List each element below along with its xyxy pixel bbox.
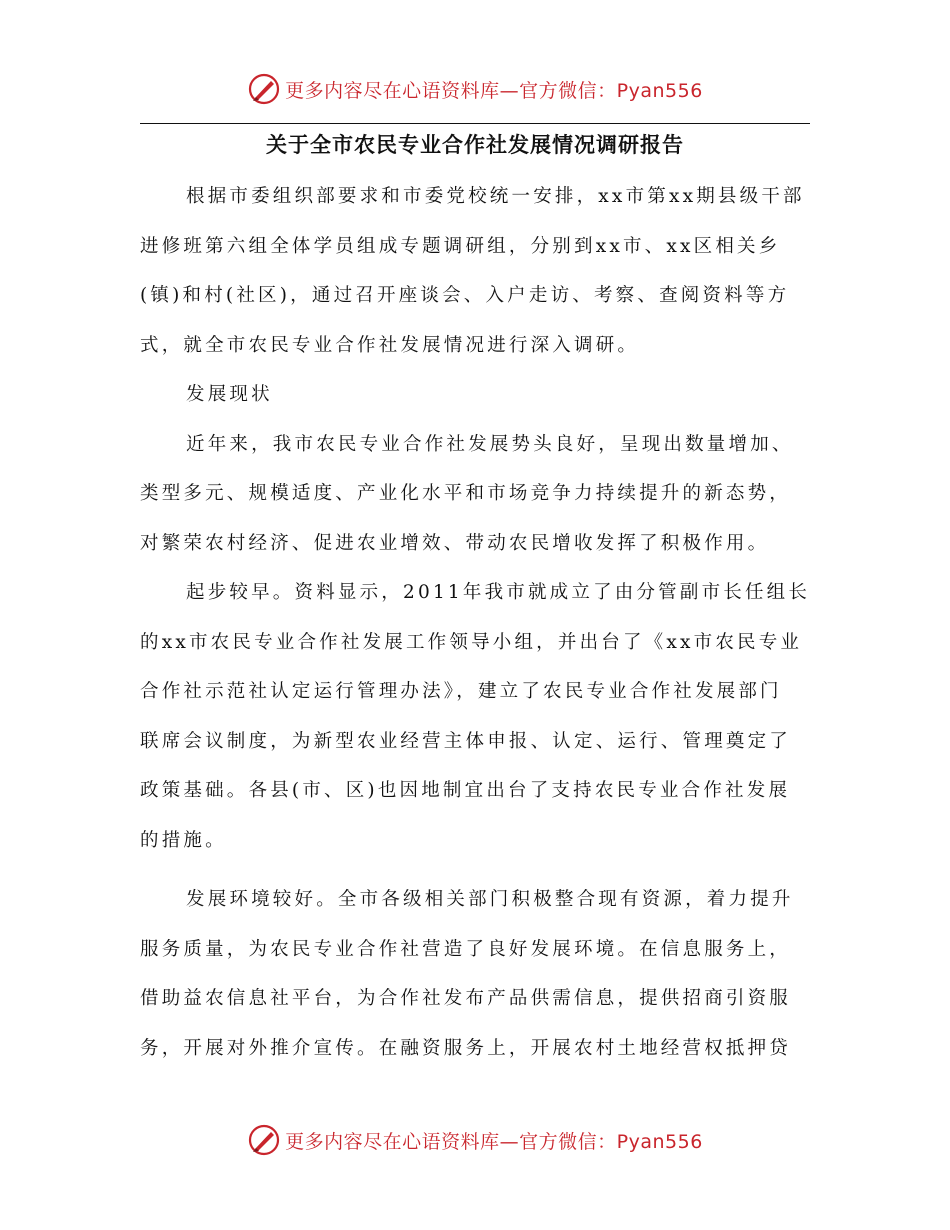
text-line: 的措施。 <box>140 829 227 851</box>
text-line: 式，就全市农民专业合作社发展情况进行深入调研。 <box>140 334 640 356</box>
header-banner <box>0 67 950 111</box>
header-divider <box>140 123 810 124</box>
text-line: 借助益农信息社平台，为合作社发布产品供需信息，提供招商引资服 <box>140 988 792 1009</box>
document-title: 关于全市农民专业合作社发展情况调研报告 <box>266 132 684 157</box>
quill-pen-logo-icon <box>247 72 281 106</box>
text-line: 联席会议制度，为新型农业经营主体申报、认定、运行、管理奠定了 <box>140 730 792 752</box>
section-heading: 发展现状 <box>186 384 273 405</box>
text-line: 合作社示范社认定运行管理办法》，建立了农民专业合作社发展部门 <box>140 681 782 702</box>
text-line: 类型多元、规模适度、产业化水平和市场竞争力持续提升的新态势， <box>140 483 792 504</box>
banner-text: 更多内容尽在心语资料库—官方微信：Pyan556 <box>285 1130 703 1153</box>
text-line: 服务质量，为农民专业合作社营造了良好发展环境。在信息服务上， <box>140 938 792 960</box>
quill-pen-logo-icon <box>247 1123 281 1157</box>
banner-text: 更多内容尽在心语资料库—官方微信：Pyan556 <box>285 79 703 102</box>
text-line: 政策基础。各县(市、区)也因地制宜出台了支持农民专业合作社发展 <box>140 780 791 801</box>
document-body <box>140 172 810 1073</box>
text-line: 起步较早。资料显示，2011年我市就成立了由分管副市长任组长 <box>186 582 811 603</box>
text-line: 进修班第六组全体学员组成专题调研组，分别到xx市、xx区相关乡 <box>140 235 781 257</box>
text-line: 对繁荣农村经济、促进农业增效、带动农民增收发挥了积极作用。 <box>140 532 770 554</box>
text-line: 近年来，我市农民专业合作社发展势头良好，呈现出数量增加、 <box>186 433 794 455</box>
text-line: 发展环境较好。全市各级相关部门积极整合现有资源，着力提升 <box>186 889 794 910</box>
footer-banner <box>0 1118 950 1162</box>
text-line: 务，开展对外推介宣传。在融资服务上，开展农村土地经营权抵押贷 <box>140 1037 792 1059</box>
text-line: (镇)和村(社区)，通过召开座谈会、入户走访、考察、查阅资料等方 <box>140 285 790 306</box>
text-line: 的xx市农民专业合作社发展工作领导小组，并出台了《xx市农民专业 <box>140 631 803 653</box>
text-line: 根据市委组织部要求和市委党校统一安排，xx市第xx期县级干部 <box>186 186 805 207</box>
